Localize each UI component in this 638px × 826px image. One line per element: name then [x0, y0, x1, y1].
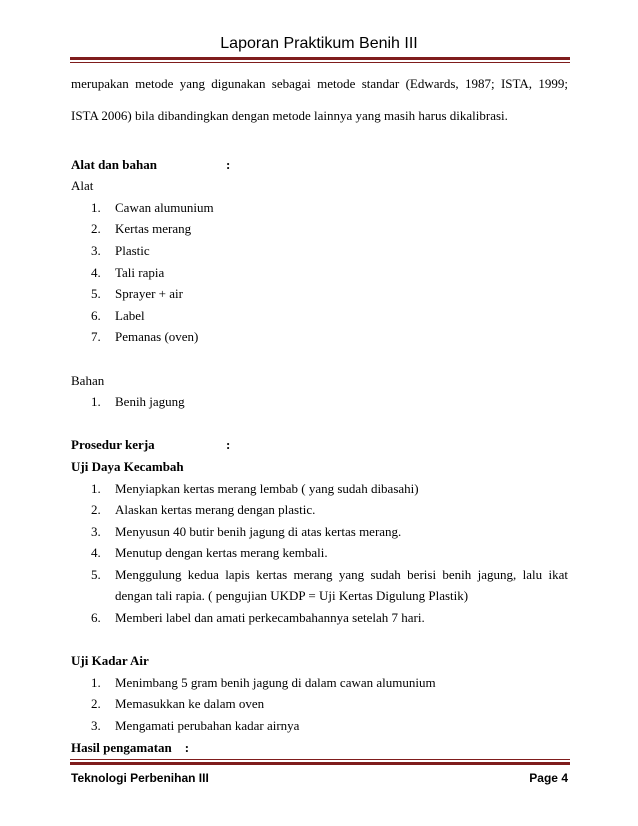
list-item-text: Menggulung kedua lapis kertas merang yang sudah berisi benih jagung, lalu ikat dengan tali rapia. ( pengujian UKDP = Uji Kertas Digulung Plastik): [115, 566, 568, 604]
list-item-number: 5.: [91, 566, 101, 582]
list-item-text: Label: [115, 307, 145, 323]
list-item-text: Tali rapia: [115, 264, 165, 280]
list-item-number: 3.: [91, 718, 101, 734]
list-item: [71, 715, 568, 737]
list-item-text: Memasukkan ke dalam oven: [115, 696, 265, 712]
daya-kecambah-list: [71, 478, 568, 629]
list-item: [71, 262, 568, 284]
kadar-air-list: [71, 672, 568, 737]
list-item: [71, 478, 568, 500]
list-item-number: 1.: [91, 199, 101, 215]
list-item: [71, 607, 568, 629]
alat-list: [71, 197, 568, 348]
hasil-heading-label: Hasil pengamatan: [71, 739, 172, 755]
list-item-number: 4.: [91, 545, 101, 561]
list-item: [71, 521, 568, 543]
footer-rule-thick: [70, 762, 570, 765]
uji-kadar-air-title: Uji Kadar Air: [71, 653, 149, 669]
alat-bahan-heading-colon: :: [226, 156, 231, 172]
uji-daya-kecambah-title: Uji Daya Kecambah: [71, 458, 184, 474]
list-item-number: 5.: [91, 286, 101, 302]
list-item-number: 3.: [91, 523, 101, 539]
list-item-number: 3.: [91, 242, 101, 258]
list-item-number: 1.: [91, 674, 101, 690]
prosedur-heading-colon: :: [226, 437, 231, 453]
list-item-number: 1.: [91, 480, 101, 496]
list-item-number: 2.: [91, 696, 101, 712]
list-item: [71, 197, 568, 219]
list-item: [71, 305, 568, 327]
list-item: [71, 499, 568, 521]
list-item-number: 1.: [91, 394, 101, 410]
list-item: [71, 283, 568, 305]
prosedur-heading-label: Prosedur kerja: [71, 437, 155, 453]
list-item-number: 4.: [91, 264, 101, 280]
list-item: [71, 564, 568, 607]
list-item-text: Menyusun 40 butir benih jagung di atas kertas merang.: [115, 523, 402, 539]
list-item-text: Alaskan kertas merang dengan plastic.: [115, 502, 316, 518]
page-header-title: Laporan Praktikum Benih III: [220, 35, 418, 52]
list-item: [71, 326, 568, 348]
list-item-number: 6.: [91, 307, 101, 323]
hasil-heading: [71, 737, 568, 759]
bahan-list: [71, 391, 568, 413]
footer-page-number: Page 4: [529, 771, 568, 785]
header-rule-thin: [70, 62, 570, 63]
list-item: [71, 218, 568, 240]
list-item-text: Menimbang 5 gram benih jagung di dalam cawan alumunium: [115, 674, 436, 690]
alat-bahan-heading: [71, 154, 568, 176]
hasil-heading-colon: :: [184, 739, 190, 755]
intro-paragraph: merupakan metode yang digunakan sebagai metode standar (Edwards, 1987; ISTA, 1999; ISTA 2006) bila dibandingkan dengan metode lainnya yang masih harus dikalibrasi.: [71, 76, 568, 123]
list-item-number: 6.: [91, 610, 101, 626]
list-item-text: Menyiapkan kertas merang lembab ( yang sudah dibasahi): [115, 480, 419, 496]
list-item-text: Benih jagung: [115, 394, 185, 410]
list-item: [71, 391, 568, 413]
prosedur-heading: [71, 434, 568, 456]
list-item-text: Pemanas (oven): [115, 329, 199, 345]
list-item-number: 2.: [91, 502, 101, 518]
list-item-text: Memberi label dan amati perkecambahannya setelah 7 hari.: [115, 610, 425, 626]
page-content: [71, 68, 568, 758]
list-item-number: 7.: [91, 329, 101, 345]
list-item-text: Cawan alumunium: [115, 199, 214, 215]
header-rule-thick: [70, 57, 570, 60]
footer-course-title: Teknologi Perbenihan III: [71, 771, 209, 785]
list-item: [71, 542, 568, 564]
list-item-text: Sprayer + air: [115, 286, 183, 302]
list-item-text: Plastic: [115, 242, 150, 258]
footer-rule-thin: [70, 759, 570, 760]
list-item: [71, 672, 568, 694]
alat-label: Alat: [71, 178, 94, 194]
alat-bahan-heading-label: Alat dan bahan: [71, 156, 157, 172]
page-footer: [71, 771, 568, 785]
list-item-text: Kertas merang: [115, 221, 192, 237]
list-item-text: Menutup dengan kertas merang kembali.: [115, 545, 328, 561]
list-item-number: 2.: [91, 221, 101, 237]
list-item-text: Mengamati perubahan kadar airnya: [115, 718, 300, 734]
list-item: [71, 240, 568, 262]
list-item: [71, 693, 568, 715]
bahan-label: Bahan: [71, 372, 105, 388]
